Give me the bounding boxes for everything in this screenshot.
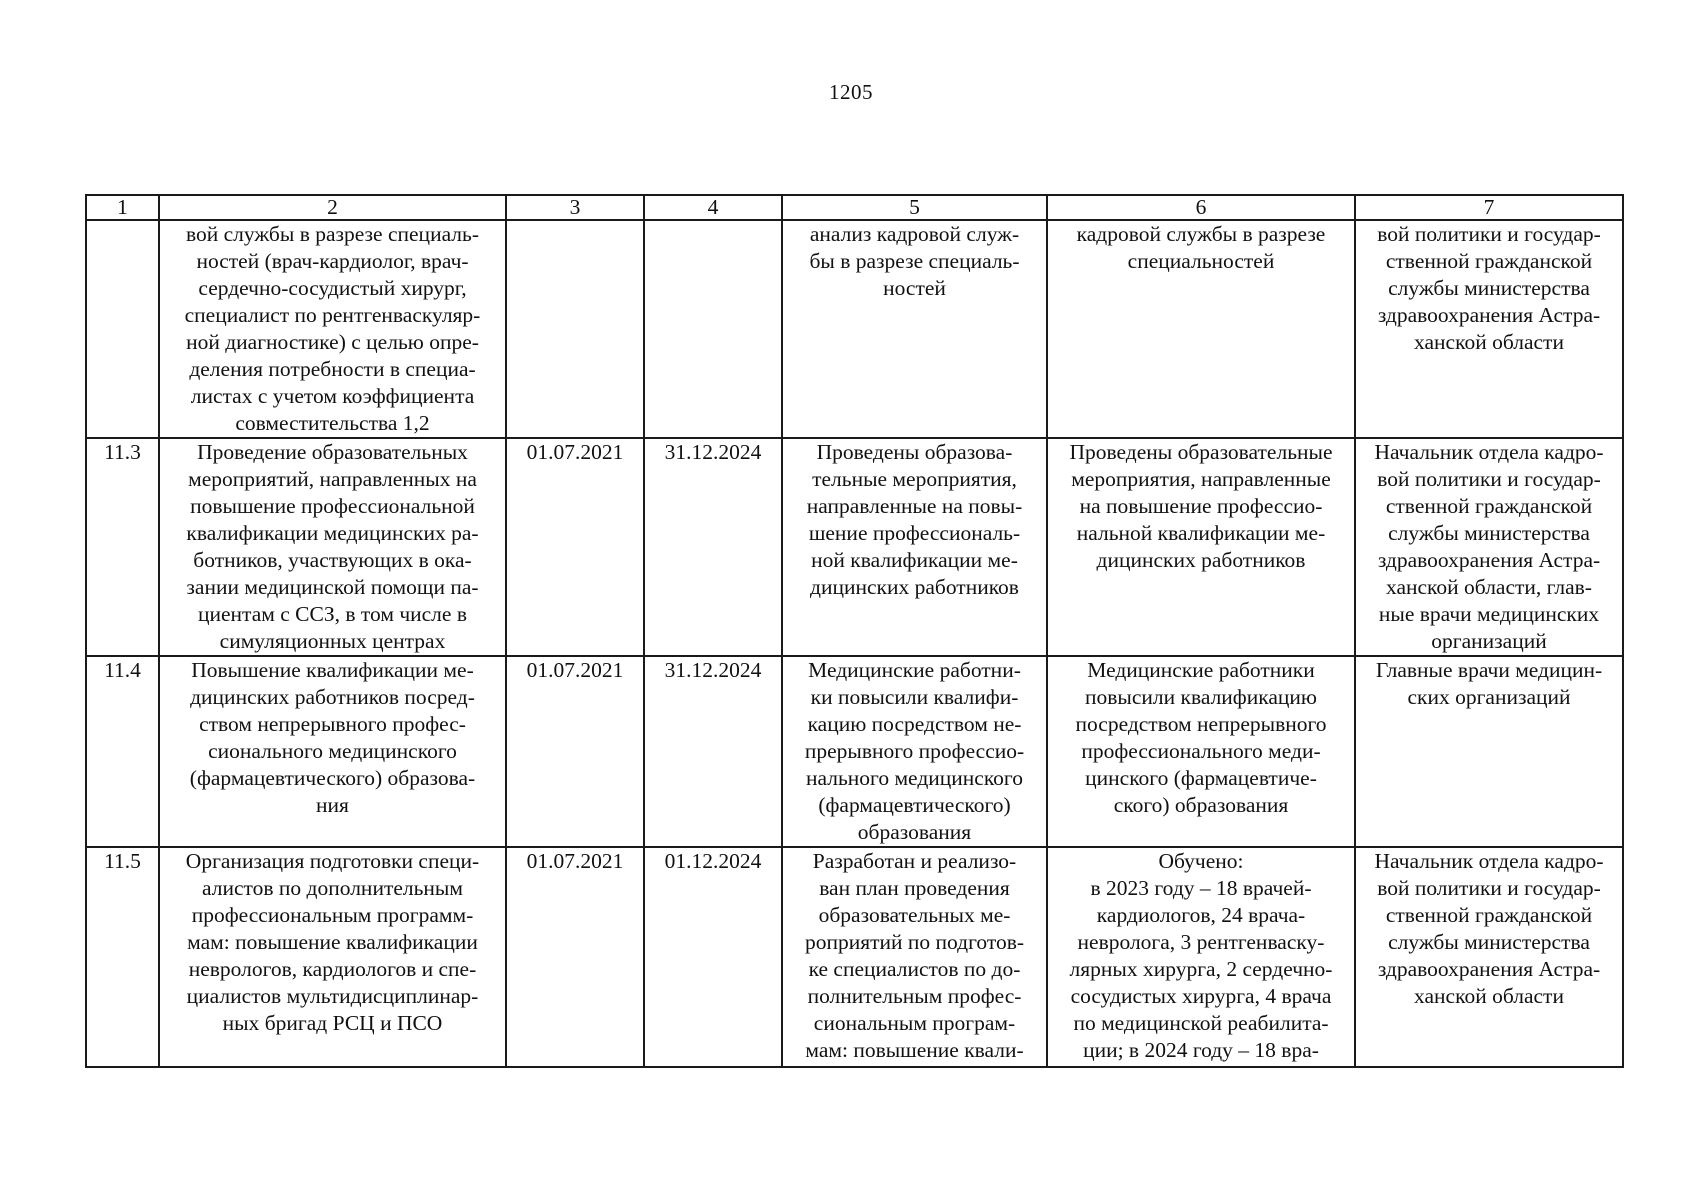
column-header-1: 1 <box>86 195 159 220</box>
page-number: 1205 <box>829 80 873 104</box>
table-row <box>86 438 1623 656</box>
table-row <box>86 656 1623 847</box>
table-row <box>86 220 1623 438</box>
start-date <box>506 220 644 438</box>
responsible-person: Главные врачи медицин- ских организаций <box>1355 656 1623 847</box>
expected-result: Разработан и реализо- ван план проведения образовательных ме- роприятий по подготов- ке специалистов по до- полнительным профес- сиональным програм- мам: повышение квали- <box>782 847 1047 1067</box>
responsible-person: Начальник отдела кадро- вой политики и государ- ственной гражданской службы министерства здравоохранения Астра- ханской области, глав- ные врачи медицинских организаций <box>1355 438 1623 656</box>
event-description: Организация подготовки специ- алистов по дополнительным профессиональным программ- мам: повышение квалификации неврологов, кардиологов и спе- циалистов мультидисциплинар- ных бригад РСЦ и ПСО <box>159 847 506 1067</box>
event-description: Повышение квалификации ме- дицинских работников посред- ством непрерывного профес- сионального медицинского (фармацевтического) образова- ния <box>159 656 506 847</box>
column-header-5: 5 <box>782 195 1047 220</box>
control-indicator: Проведены образовательные мероприятия, направленные на повышение профессио- нальной квалификации ме- дицинских работников <box>1047 438 1355 656</box>
control-indicator: Медицинские работники повысили квалификацию посредством непрерывного профессионального меди- цинского (фармацевтиче- ского) образования <box>1047 656 1355 847</box>
end-date: 01.12.2024 <box>644 847 782 1067</box>
start-date: 01.07.2021 <box>506 847 644 1067</box>
row-number: 11.3 <box>86 438 159 656</box>
event-description: вой службы в разрезе специаль- ностей (врач-кардиолог, врач- сердечно-сосудистый хирург, специалист по рентгенваскуляр- ной диагностике) с целью опре- деления потребности в специа- листах с учетом коэффициента совместительства 1,2 <box>159 220 506 438</box>
start-date: 01.07.2021 <box>506 656 644 847</box>
column-header-7: 7 <box>1355 195 1623 220</box>
measures-table <box>85 194 1624 1068</box>
column-header-2: 2 <box>159 195 506 220</box>
row-number <box>86 220 159 438</box>
end-date: 31.12.2024 <box>644 438 782 656</box>
start-date: 01.07.2021 <box>506 438 644 656</box>
responsible-person: вой политики и государ- ственной гражданской службы министерства здравоохранения Астра- ханской области <box>1355 220 1623 438</box>
expected-result: анализ кадровой служ- бы в разрезе специаль- ностей <box>782 220 1047 438</box>
expected-result: Медицинские работни- ки повысили квалифи- кацию посредством не- прерывного профессио- нального медицинского (фармацевтического) образования <box>782 656 1047 847</box>
control-indicator: Обучено: в 2023 году – 18 врачей- кардиологов, 24 врача- невролога, 3 рентгенваску- лярных хирурга, 2 сердечно- сосудистых хирурга, 4 врача по медицинской реабилита- ции; в 2024 году – 18 вра- <box>1047 847 1355 1067</box>
responsible-person: Начальник отдела кадро- вой политики и государ- ственной гражданской службы министерства здравоохранения Астра- ханской области <box>1355 847 1623 1067</box>
expected-result: Проведены образова- тельные мероприятия, направленные на повы- шение профессиональ- ной квалификации ме- дицинских работников <box>782 438 1047 656</box>
event-description: Проведение образовательных мероприятий, направленных на повышение профессиональной квалификации медицинских ра- ботников, участвующих в ока- зании медицинской помощи па- циентам с ССЗ, в том числе в симуляционных центрах <box>159 438 506 656</box>
control-indicator: кадровой службы в разрезе специальностей <box>1047 220 1355 438</box>
table-row <box>86 847 1623 1067</box>
column-header-4: 4 <box>644 195 782 220</box>
row-number: 11.5 <box>86 847 159 1067</box>
table-header-row <box>86 195 1623 220</box>
row-number: 11.4 <box>86 656 159 847</box>
column-header-6: 6 <box>1047 195 1355 220</box>
column-header-3: 3 <box>506 195 644 220</box>
end-date: 31.12.2024 <box>644 656 782 847</box>
end-date <box>644 220 782 438</box>
